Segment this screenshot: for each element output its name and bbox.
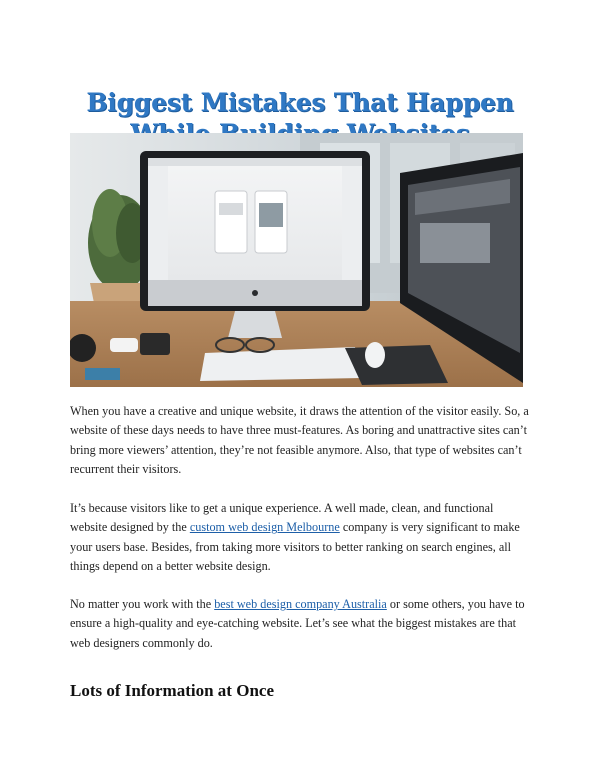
custom-web-design-melbourne-link[interactable]: custom web design Melbourne <box>189 520 340 535</box>
paragraph-2-text-b: company is very significant to make your users base. Besides, from taking more visitors to better ranking on search engines, all things depend on a better website design. <box>70 520 520 574</box>
paragraph-2-text-a: It’s because visitors like to get a unique experience. A well made, clean, and functional website designed by the <box>70 501 494 535</box>
section-heading: Lots of Information at Once <box>70 681 274 701</box>
paragraph-1: When you have a creative and unique website, it draws the attention of the visitor easily. So, a website of these days needs to have three must-features. As boring and unattractive sites can’t bring more viewers’ attention, they’re not feasible anymore. Also, that type of websites can’t recurrent their visitors. <box>70 404 529 477</box>
hero-image <box>70 133 523 387</box>
best-web-design-company-link[interactable]: best web design company Australia <box>214 597 387 611</box>
desk-computer-photo-icon <box>70 133 523 387</box>
title-line-1: Biggest Mistakes That Happen <box>86 87 514 117</box>
paragraph-3-text-a: No matter you work with the <box>70 597 215 611</box>
paragraph-2 <box>70 499 530 577</box>
paragraph-3-text-b: or some others, you have to ensure a high-quality and eye-catching website. Let’s see what the biggest mistakes are that web designers commonly do. <box>70 597 525 650</box>
paragraph-3 <box>70 595 530 653</box>
